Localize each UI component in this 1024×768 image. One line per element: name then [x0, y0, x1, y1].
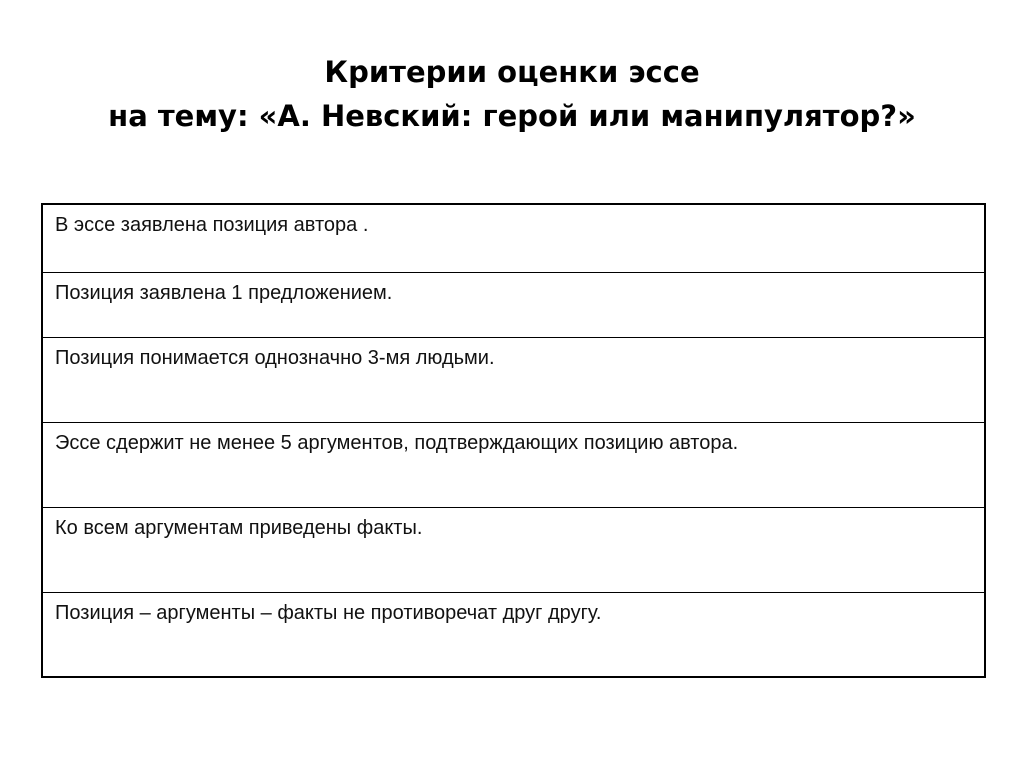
table-row	[42, 508, 985, 593]
criterion-cell: Эссе сдержит не менее 5 аргументов, подтверждающих позицию автора.	[42, 423, 985, 508]
criterion-cell: Ко всем аргументам приведены факты.	[42, 508, 985, 593]
table-row	[42, 273, 985, 338]
table-row	[42, 423, 985, 508]
criteria-table	[41, 203, 986, 678]
table-row	[42, 593, 985, 678]
criterion-cell: Позиция заявлена 1 предложением.	[42, 273, 985, 338]
criterion-cell: Позиция понимается однозначно 3-мя людьми.	[42, 338, 985, 423]
slide-title	[0, 50, 1024, 138]
table-row	[42, 338, 985, 423]
title-line-2: на тему: «А. Невский: герой или манипулятор?»	[108, 99, 916, 133]
table-row	[42, 204, 985, 273]
criterion-cell: Позиция – аргументы – факты не противоречат друг другу.	[42, 593, 985, 678]
criterion-cell: В эссе заявлена позиция автора .	[42, 204, 985, 273]
title-line-1: Критерии оценки эссе	[324, 55, 700, 89]
